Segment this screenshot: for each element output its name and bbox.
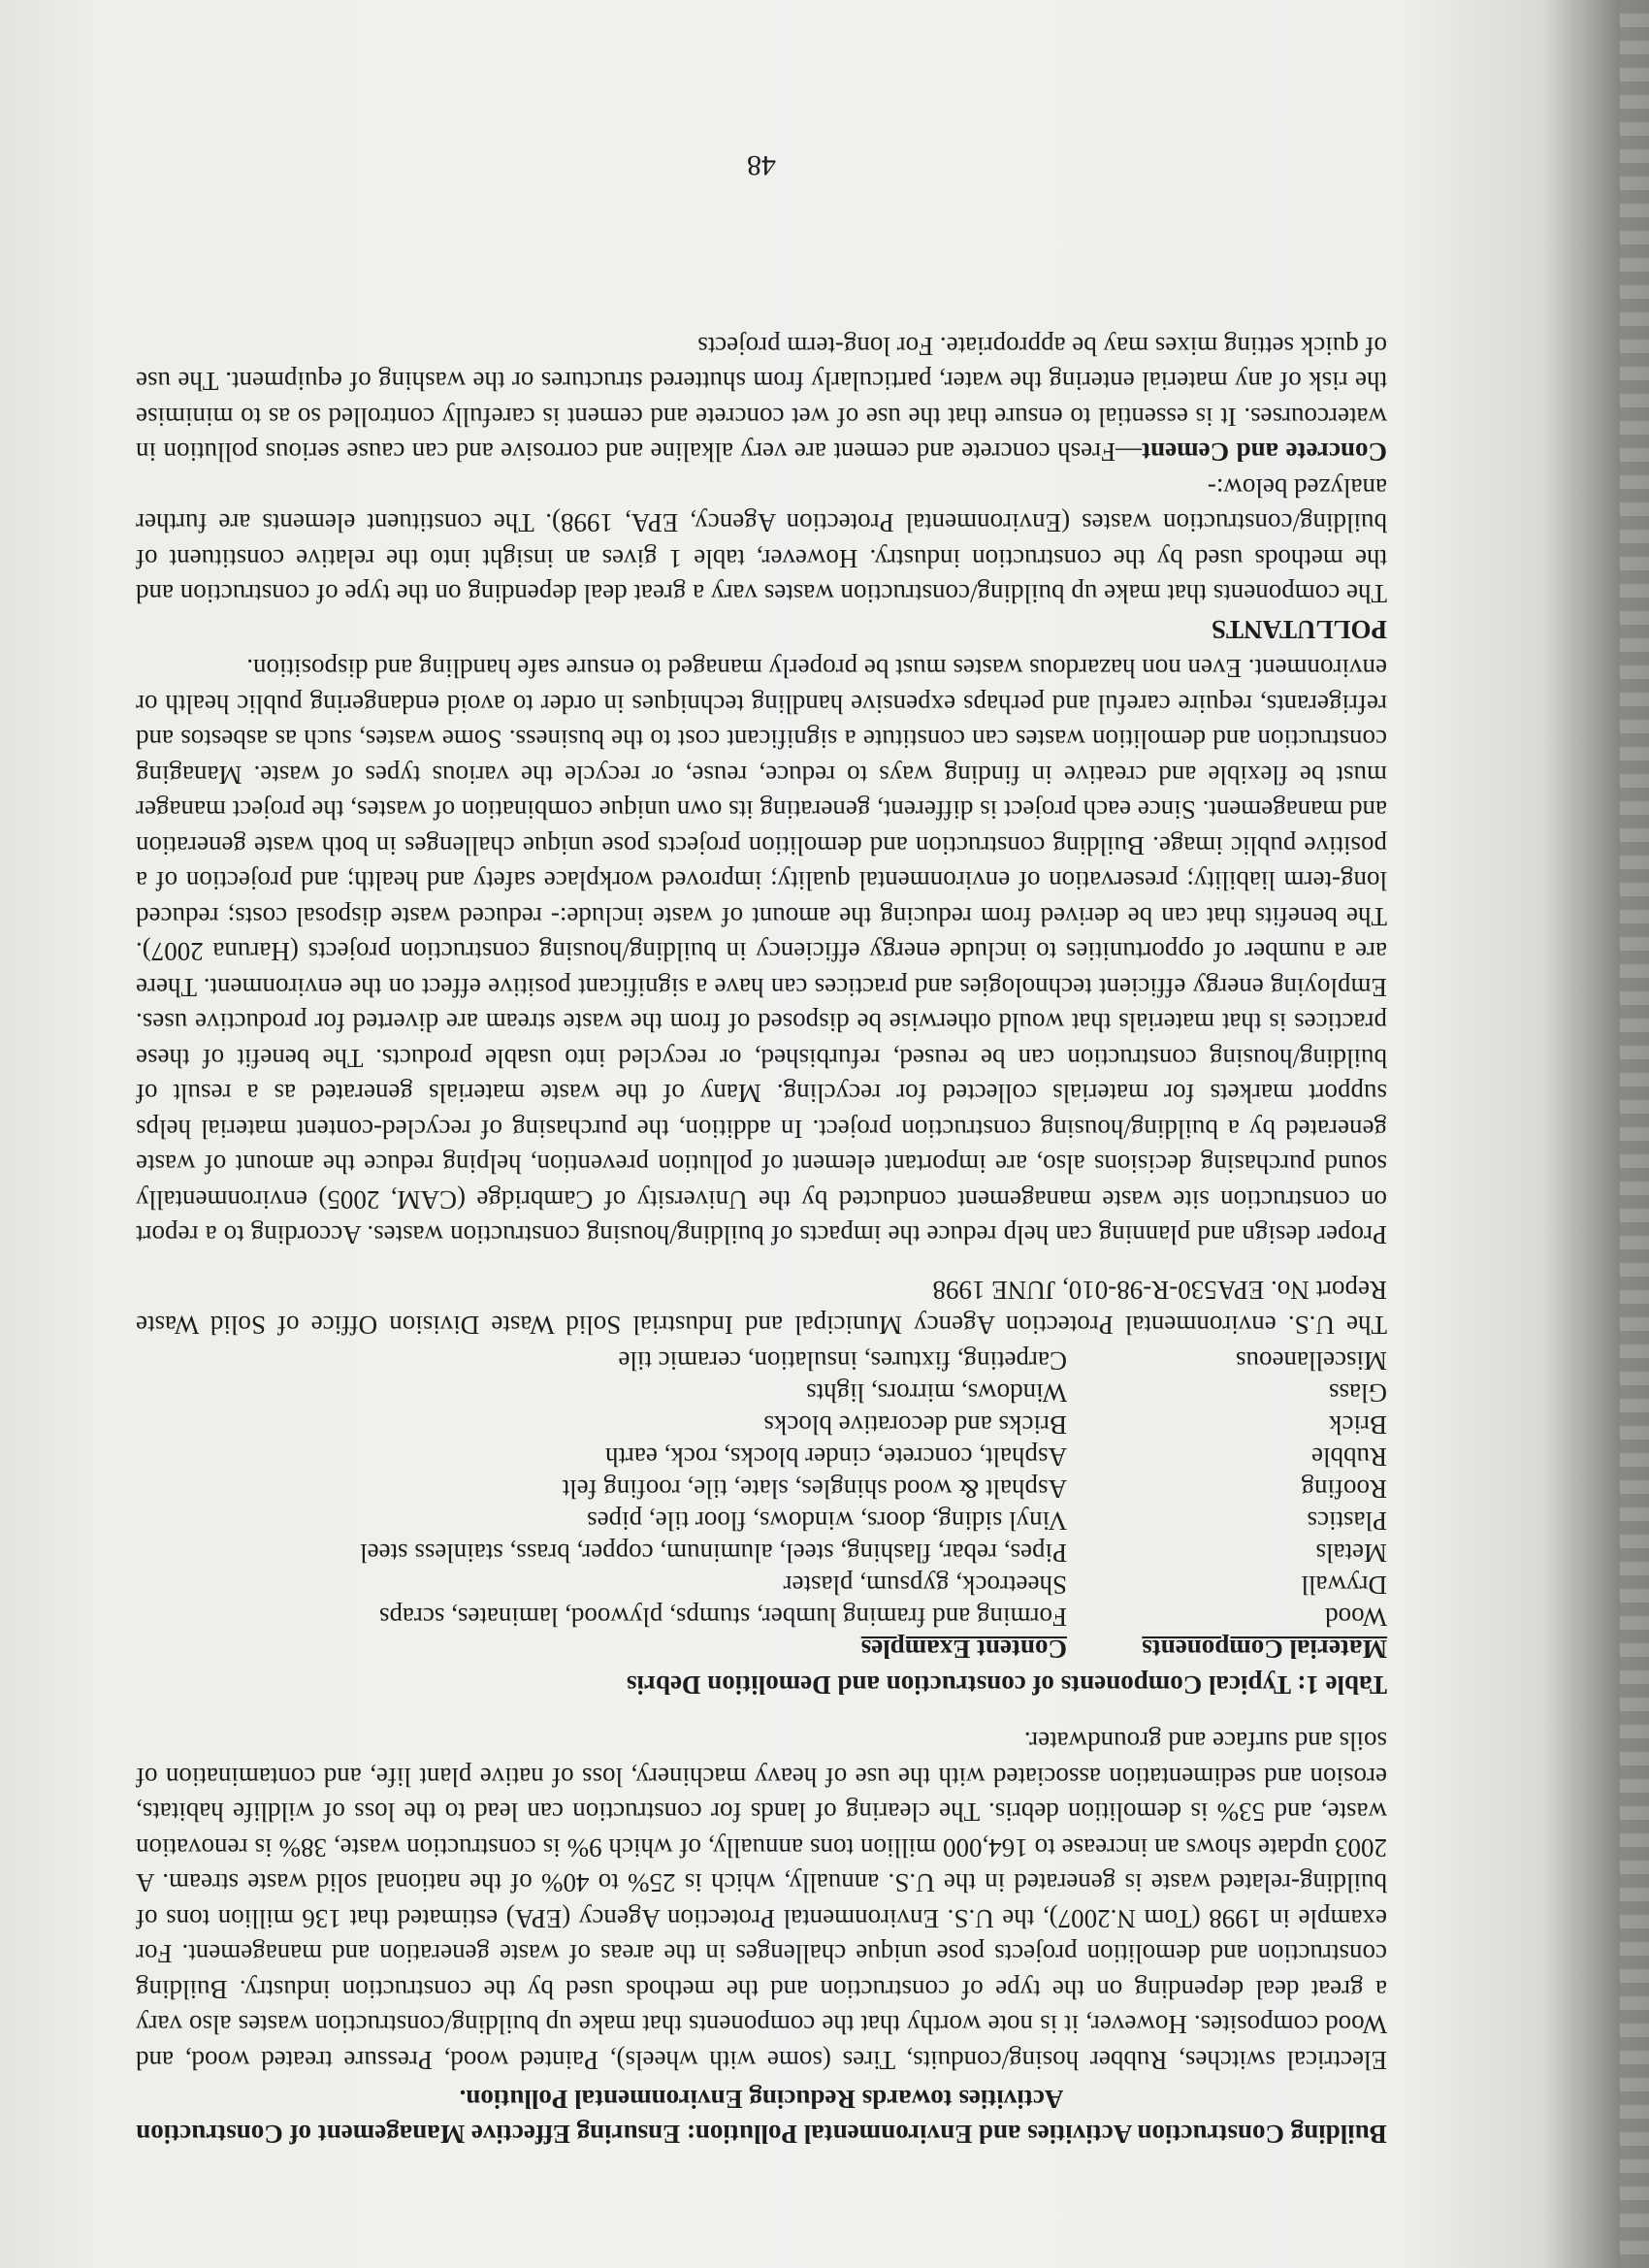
table-cell-content: Vinyl siding, doors, windows, floor tile, pipes xyxy=(587,1507,1067,1537)
table-row xyxy=(136,1538,1387,1570)
table-row xyxy=(136,1506,1387,1538)
page-content xyxy=(135,149,1387,2153)
table-title: Table 1: Typical Components of construction and Demolition Debris xyxy=(626,1670,1387,1700)
table-cell-material: Glass xyxy=(1329,1378,1387,1409)
table-cell-content: Forming and framing lumber, stumps, plywood, laminates, scraps xyxy=(378,1603,1067,1633)
table-header-material: Material Components xyxy=(1142,1635,1387,1665)
pollutants-paragraph: The components that make up building/construction wastes vary a great deal depending on the type of construction and the methods used by the construction industry. However, table 1 gives an insight into the relative constituent of building/construction wastes (Environmental Protection Agency, EPA, 1998). The constituent elements are further analyzed below:- xyxy=(136,473,1387,609)
table-cell-material: Brick xyxy=(1329,1410,1387,1441)
page-title: Building Construction Activities and Environmental Pollution: Ensuring Effective Management of Construction Activities towards Reducing Environmental Pollution. xyxy=(136,2085,1387,2149)
table-cell-material: Miscellaneous xyxy=(1236,1346,1387,1377)
table-header-row xyxy=(136,1634,1387,1666)
table-cell-material: Wood xyxy=(1325,1603,1387,1633)
table-row xyxy=(136,1442,1387,1474)
concrete-term: Concrete and Cement xyxy=(1142,437,1387,468)
table-cell-material: Roofing xyxy=(1301,1474,1387,1505)
table-row xyxy=(136,1409,1387,1442)
table-cell-content: Asphalt, concrete, cinder blocks, rock, earth xyxy=(604,1442,1067,1473)
table-cell-content: Carpeting, fixtures, insulation, ceramic tile xyxy=(618,1346,1067,1377)
table-row xyxy=(136,1602,1387,1634)
table-row xyxy=(136,1377,1387,1409)
table-row xyxy=(136,1570,1387,1602)
table-cell-content: Asphalt & wood shingles, slate, tile, roofing felt xyxy=(562,1474,1067,1505)
components-table xyxy=(136,1345,1387,1666)
table-header-content: Content Examples xyxy=(860,1635,1067,1665)
table-cell-content: Windows, mirrors, lights xyxy=(806,1378,1067,1409)
table-cell-material: Metals xyxy=(1315,1539,1387,1569)
section-heading-pollutants: POLLUTANTS xyxy=(1211,615,1387,644)
table-cell-content: Bricks and decorative blocks xyxy=(763,1410,1067,1441)
table-cell-content: Pipes, rebar, flashing, steel, aluminum, copper, brass, stainless steel xyxy=(360,1539,1067,1569)
concrete-text: —Fresh concrete and cement are very alkaline and corrosive and can cause serious pollution in watercourses. It is essential to ensure that the use of wet concrete and cement is carefully controlled so as to minimise the risk of any material entering the water, particularly from shuttered structures or the washing of equipment. The use of quick setting mixes may be appropriate. For long-term projects xyxy=(135,332,1387,468)
table-cell-material: Rubble xyxy=(1311,1442,1387,1473)
page-number: 48 xyxy=(747,149,776,181)
design-paragraph: Proper design and planning can help reduce the impacts of building/housing construction wastes. According to a report on construction site waste management conducted by the University of Cambridge (CAM, 2005) environmentally sound purchasing decisions also, are important element of pollution prevention, helping reduce the amount of waste generated by a building/housing construction project. In addition, the purchasing of recycled-content material helps support markets for materials collected for recycling. Many of the waste materials generated as a result of building/housing construction can be reused, refurbished, or recycled into usable products. The benefit of these practices is that materials that would otherwise be disposed of from the waste stream are diverted for productive uses. Employing energy efficient technologies and practices can have a significant positive effect on the environment. There are a number of opportunities to include energy efficiency in building/housing construction projects (Haruna 2007). The benefits that can be derived from reducing the amount of waste include:- reduced waste disposal costs; reduced long-term liability; preservation of environmental quality; improved workplace safety and health; and projection of a positive public image. Building construction and demolition projects pose unique challenges in both waste generation and management. Since each project is different, generating its own unique combination of wastes, the project manager must be flexible and creative in finding ways to reduce, reuse, or recycle the various types of waste. Managing construction and demolition wastes can constitute a significant cost to the business. Some wastes, such as asbestos and refrigerants, require careful and perhaps expensive handling techniques in order to avoid endangering public health or environment. Even non hazardous wastes must be properly managed to ensure safe handling and disposition. xyxy=(136,654,1387,1250)
table-cell-material: Plastics xyxy=(1307,1507,1387,1537)
concrete-paragraph xyxy=(136,329,1387,470)
intro-paragraph: Electrical switches, Rubber hosing/conduits, Tires (some with wheels), Painted wood, Pressure treated wood, and Wood composites. However, it is note worthy that the components that make up building/construction wastes also vary a great deal depending on the type of construction and the methods used by the construction industry. Building construction and demolition projects pose unique challenges in the areas of waste generation and management. For example in 1998 (Tom N.2007), the U.S. Environmental Protection Agency (EPA) estimated that 136 million tons of building-related waste is generated in the U.S. annually, which is 25% to 40% of the national solid waste stream. A 2003 update shows an increase to 164,000 million tons annually, of which 9% is construction waste, 38% is renovation waste, and 53% is demolition debris. The clearing of lands for construction can lead to the loss of wildlife habitats, erosion and sedimentation associated with the use of heavy machinery, loss of native plant life, and contamination of soils and surface and groundwater. xyxy=(136,1727,1387,2075)
table-row xyxy=(136,1345,1387,1377)
table-row xyxy=(136,1474,1387,1506)
table-source: The U.S. environmental Protection Agency Municipal and Industrial Solid Waste Division Office of Solid Waste Report No. EPA530-R-98-010, JUNE 1998 xyxy=(136,1276,1387,1341)
table-cell-content: Sheetrock, gypsum, plaster xyxy=(783,1571,1067,1601)
table-cell-material: Drywall xyxy=(1301,1571,1387,1601)
